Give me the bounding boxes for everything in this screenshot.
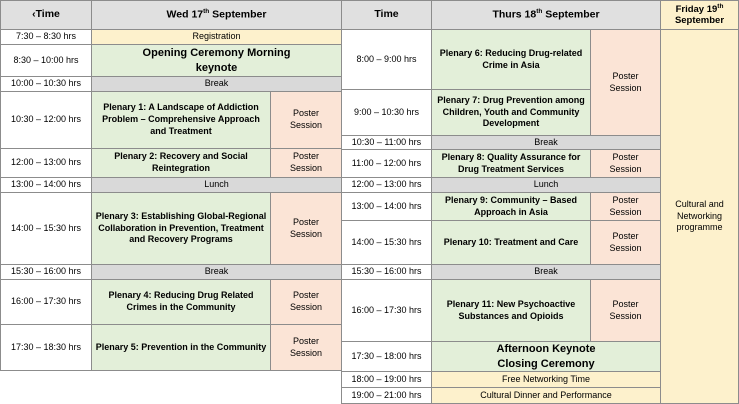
time-cell: 19:00 – 21:00 hrs: [341, 387, 432, 404]
event-opening-ceremony: Opening Ceremony Morning keynote: [91, 44, 342, 77]
event-afternoon-keynote: Afternoon Keynote Closing Ceremony: [431, 341, 661, 372]
event-plenary-8: Plenary 8: Quality Assurance for Drug Treatment Services: [431, 149, 591, 178]
event-cultural-dinner: Cultural Dinner and Performance: [431, 387, 661, 404]
friday-header: Friday 19th September: [660, 0, 739, 30]
event-lunch: Lunch: [91, 177, 342, 193]
time-header: ‹Time: [0, 0, 92, 30]
time-cell: 10:00 – 10:30 hrs: [0, 76, 92, 92]
event-plenary-1: Plenary 1: A Landscape of Addiction Problem – Comprehensive Approach and Treatment: [91, 91, 271, 149]
event-networking: Free Networking Time: [431, 371, 661, 388]
time-cell: 15:30 – 16:00 hrs: [341, 264, 432, 280]
time-cell: 15:30 – 16:00 hrs: [0, 264, 92, 280]
poster-session: Poster Session: [590, 220, 661, 265]
time-cell: 8:00 – 9:00 hrs: [341, 29, 432, 90]
event-lunch: Lunch: [431, 177, 661, 193]
poster-session: Poster Session: [590, 279, 661, 342]
event-plenary-3: Plenary 3: Establishing Global-Regional Collaboration in Prevention, Treatment and Recovery Programs: [91, 192, 271, 265]
event-break: Break: [431, 264, 661, 280]
time-cell: 7:30 – 8:30 hrs: [0, 29, 92, 45]
time-cell: 16:00 – 17:30 hrs: [0, 279, 92, 325]
time-cell: 17:30 – 18:00 hrs: [341, 341, 432, 372]
time-cell: 14:00 – 15:30 hrs: [341, 220, 432, 265]
time-cell: 10:30 – 11:00 hrs: [341, 135, 432, 150]
event-break: Break: [91, 264, 342, 280]
time-cell: 13:00 – 14:00 hrs: [0, 177, 92, 193]
event-plenary-4: Plenary 4: Reducing Drug Related Crimes in the Community: [91, 279, 271, 325]
event-plenary-11: Plenary 11: New Psychoactive Substances and Opioids: [431, 279, 591, 342]
event-registration: Registration: [91, 29, 342, 45]
event-plenary-10: Plenary 10: Treatment and Care: [431, 220, 591, 265]
time-cell: 13:00 – 14:00 hrs: [341, 192, 432, 221]
poster-session: Poster Session: [590, 149, 661, 178]
event-plenary-6: Plenary 6: Reducing Drug-related Crime in Asia: [431, 29, 591, 90]
poster-session: Poster Session: [270, 148, 342, 178]
poster-session: Poster Session: [270, 324, 342, 371]
event-plenary-9: Plenary 9: Community – Based Approach in Asia: [431, 192, 591, 221]
event-plenary-5: Plenary 5: Prevention in the Community: [91, 324, 271, 371]
time-cell: 9:00 – 10:30 hrs: [341, 89, 432, 136]
event-break: Break: [431, 135, 661, 150]
time-cell: 16:00 – 17:30 hrs: [341, 279, 432, 342]
time-cell: 8:30 – 10:00 hrs: [0, 44, 92, 77]
time-cell: 10:30 – 12:00 hrs: [0, 91, 92, 149]
poster-session: Poster Session: [270, 192, 342, 265]
poster-session: Poster Session: [270, 279, 342, 325]
event-plenary-2: Plenary 2: Recovery and Social Reintegration: [91, 148, 271, 178]
event-break: Break: [91, 76, 342, 92]
wednesday-header: Wed 17th September: [91, 0, 342, 30]
time-cell: 12:00 – 13:00 hrs: [0, 148, 92, 178]
time-header: Time: [341, 0, 432, 30]
time-cell: 12:00 – 13:00 hrs: [341, 177, 432, 193]
event-plenary-7: Plenary 7: Drug Prevention among Children, Youth and Community Development: [431, 89, 591, 136]
time-cell: 11:00 – 12:00 hrs: [341, 149, 432, 178]
time-cell: 17:30 – 18:30 hrs: [0, 324, 92, 371]
event-cultural-networking: Cultural and Networking programme: [660, 29, 739, 404]
poster-session: Poster Session: [270, 91, 342, 149]
poster-session: Poster Session: [590, 192, 661, 221]
time-cell: 14:00 – 15:30 hrs: [0, 192, 92, 265]
poster-session: Poster Session: [590, 29, 661, 136]
thursday-header: Thurs 18th September: [431, 0, 661, 30]
time-cell: 18:00 – 19:00 hrs: [341, 371, 432, 388]
